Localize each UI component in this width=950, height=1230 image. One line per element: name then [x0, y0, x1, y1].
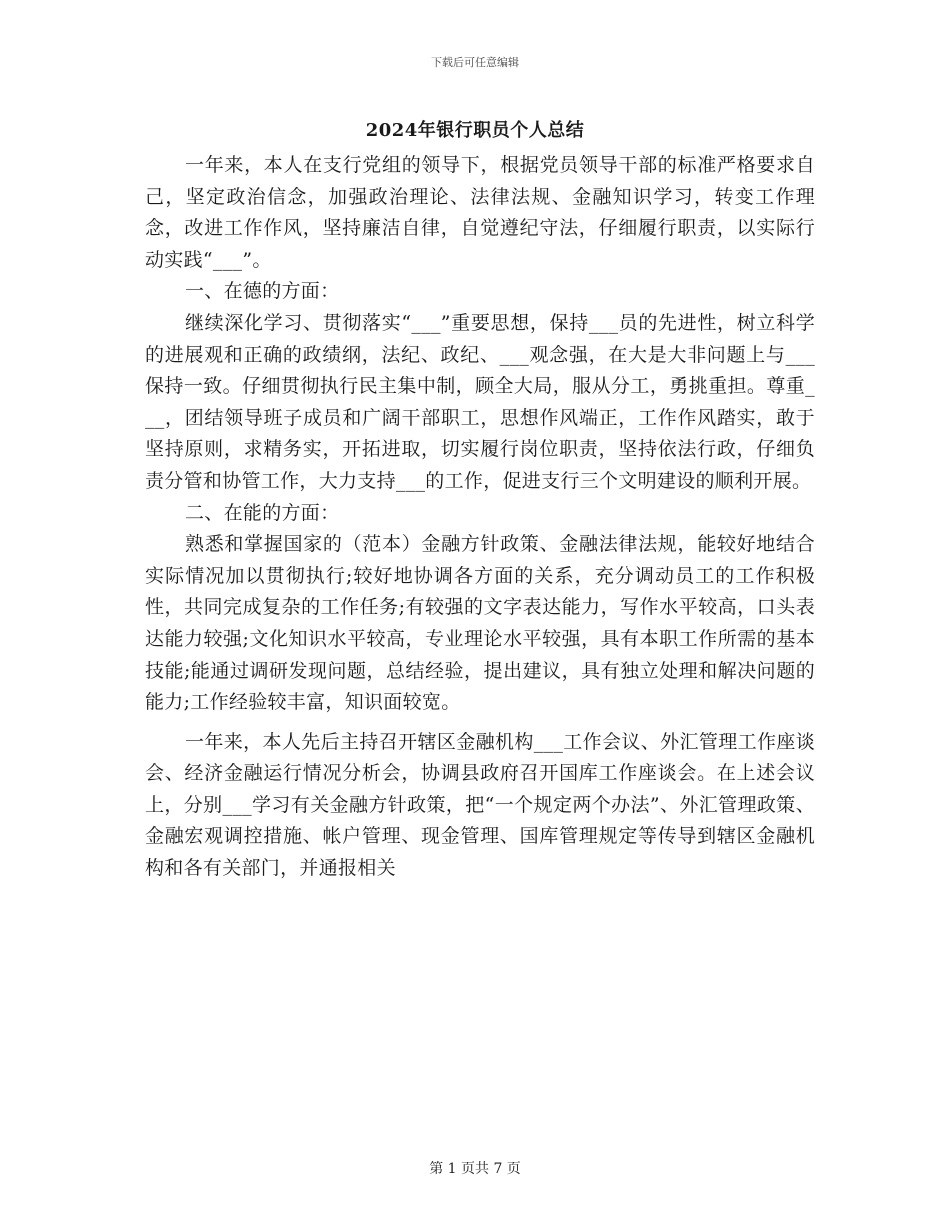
document-title: 2024年银行职员个人总结: [365, 120, 585, 141]
paragraph-ability: 熟悉和掌握国家的（范本）金融方针政策、金融法律法规，能较好地结合实际情况加以贯彻执行;较好地协调各方面的关系，充分调动员工的工作积极性，共同完成复杂的工作任务;有较强的文字表达能力，写作水平较高，口头表达能力较强;文化知识水平较高，专业理论水平较强，具有本职工作所需的基本技能;能通过调研发现问题，总结经验，提出建议，具有独立处理和解决问题的能力;工作经验较丰富，知识面较宽。: [145, 533, 815, 714]
paragraph-intro: 一年来，本人在支行党组的领导下，根据党员领导干部的标准严格要求自己，坚定政治信念，加强政治理论、法律法规、金融知识学习，转变工作理念，改进工作作风，坚持廉洁自律，自觉遵纪守法，仔细履行职责，以实际行动实践“___”。: [145, 154, 815, 271]
section-heading-morality: 一、在德的方面：: [185, 280, 340, 303]
paragraph-meetings: 一年来，本人先后主持召开辖区金融机构___工作会议、外汇管理工作座谈会、经济金融运行情况分析会，协调县政府召开国库工作座谈会。在上述会议上，分别___学习有关金融方针政策，把“一个规定两个办法”、外汇管理政策、金融宏观调控措施、帐户管理、现金管理、国库管理规定等传导到辖区金融机构和各有关部门，并通报相关: [145, 730, 815, 880]
page-number: 第 1 页共 7 页: [429, 1161, 521, 1177]
paragraph-morality: 继续深化学习、贯彻落实“___”重要思想，保持___员的先进性，树立科学的进展观和正确的政绩纲，法纪、政纪、___观念强，在大是大非问题上与___保持一致。仔细贯彻执行民主集中制，顾全大局，服从分工，勇挑重担。尊重___，团结领导班子成员和广阔干部职工，思想作风端正，工作作风踏实，敢于坚持原则，求精务实，开拓进取，切实履行岗位职责，坚持依法行政，仔细负责分管和协管工作，大力支持___的工作，促进支行三个文明建设的顺利开展。: [145, 311, 815, 492]
document-body: [145, 150, 815, 885]
page-header-note: 下载后可任意编辑: [431, 56, 519, 69]
section-heading-ability: 二、在能的方面：: [185, 501, 340, 524]
